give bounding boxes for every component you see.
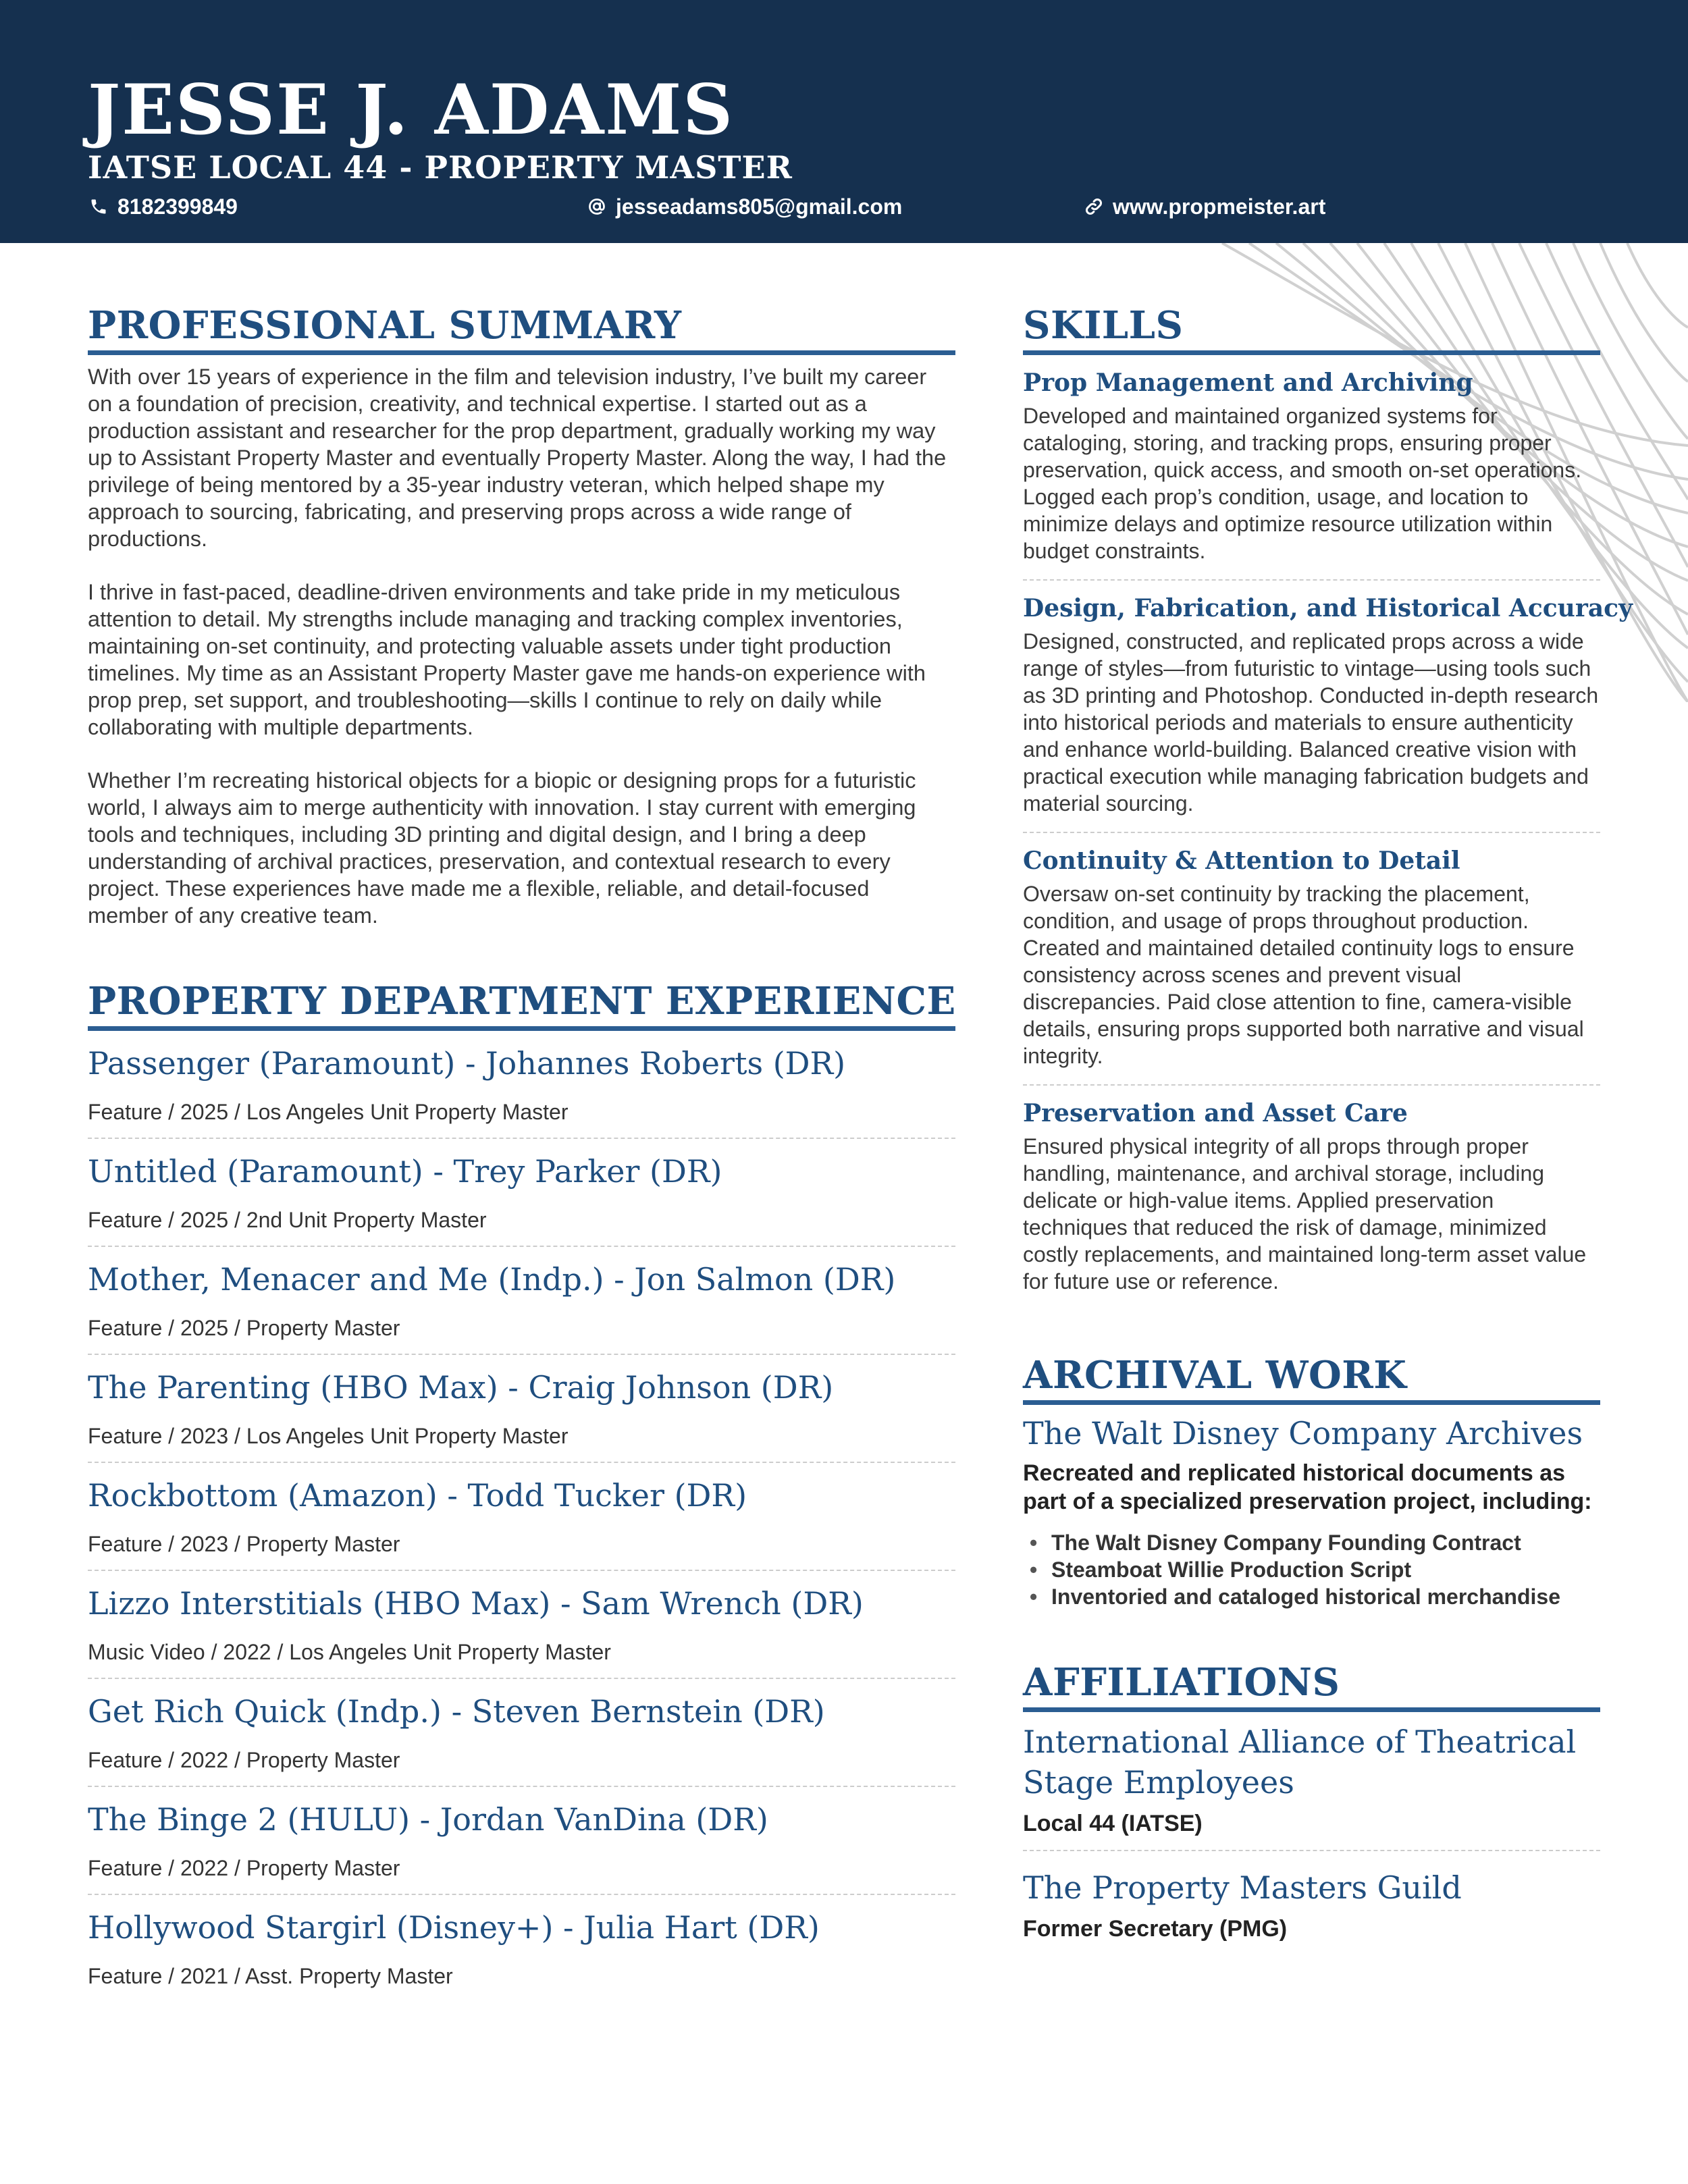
summary-paragraph: With over 15 years of experience in the film and television industry, I’ve built my career on a foundation of precision, creativity, and technical expertise. I started out as a production assistant and researcher for the prop department, gradually working my way up to Assistant Property Master and eventually Property Master. Along the way, I had the privilege of being mentored by a 35-year industry veteran, which helped shape my approach to sourcing, fabricating, and preserving props across a wide range of productions. <box>88 365 947 551</box>
job-meta: Feature / 2025 / Los Angeles Unit Property Master <box>88 1100 569 1124</box>
header <box>0 0 1688 243</box>
phone-icon <box>89 197 108 216</box>
job-title: Rockbottom (Amazon) - Todd Tucker (DR) <box>88 1477 747 1514</box>
affiliation-detail: Local 44 (IATSE) <box>1023 1811 1203 1836</box>
skills-list <box>1023 355 1633 1310</box>
job-entry <box>88 1787 955 1895</box>
skill-description: Oversaw on-set continuity by tracking the placement, condition, and usage of props throughout production. Created and maintained detailed continuity logs to ensure consistency across scenes and prevent visual discrepancies. Paid close attention to fine, camera-visible details, ensuring props supported both narrative and visual integrity. <box>1023 882 1584 1068</box>
job-meta: Feature / 2025 / 2nd Unit Property Master <box>88 1208 487 1232</box>
affiliation-entry <box>1023 1712 1600 1851</box>
phone-number[interactable]: 8182399849 <box>117 194 238 219</box>
experience-list <box>88 1031 955 2003</box>
archival-description: Recreated and replicated historical documents as part of a specialized preservation project, including: <box>1023 1460 1592 1514</box>
archival-list <box>1023 1529 1600 1610</box>
job-meta: Feature / 2022 / Property Master <box>88 1748 400 1772</box>
list-item: • The Walt Disney Company Founding Contract <box>1023 1529 1600 1556</box>
candidate-name: JESSE J. ADAMS <box>88 70 735 151</box>
affiliations-heading: AFFILIATIONS <box>1023 1657 1600 1712</box>
job-title: Untitled (Paramount) - Trey Parker (DR) <box>88 1153 722 1190</box>
job-title: Mother, Menacer and Me (Indp.) - Jon Salmon (DR) <box>88 1261 896 1298</box>
skill-title: Design, Fabrication, and Historical Accuracy <box>1023 594 1633 622</box>
job-entry <box>88 1463 955 1571</box>
skill-entry <box>1023 355 1600 581</box>
contact-email <box>587 194 902 219</box>
job-title: Hollywood Stargirl (Disney+) - Julia Hart (DR) <box>88 1909 820 1946</box>
archival-org: The Walt Disney Company Archives <box>1023 1415 1583 1451</box>
job-title: The Parenting (HBO Max) - Craig Johnson (DR) <box>88 1369 834 1406</box>
summary-paragraph: Whether I’m recreating historical objects for a biopic or designing props for a futuristic world, I always aim to merge authenticity with innovation. I stay current with emerging tools and techniques, including 3D printing and digital design, and I bring a deep understanding of archival practices, preservation, and contextual research to every project. These experiences have made me a flexible, reliable, and detail-focused member of any creative team. <box>88 768 916 928</box>
experience-heading: PROPERTY DEPARTMENT EXPERIENCE <box>88 976 955 1031</box>
skill-entry <box>1023 581 1633 833</box>
left-column <box>88 300 955 2003</box>
contact-phone <box>89 194 238 219</box>
job-entry <box>88 1031 955 1139</box>
candidate-title: IATSE LOCAL 44 - PROPERTY MASTER <box>88 149 793 186</box>
job-entry <box>88 1895 955 2003</box>
affiliation-name: The Property Masters Guild <box>1023 1869 1462 1906</box>
archival-heading: ARCHIVAL WORK <box>1023 1350 1600 1405</box>
job-entry <box>88 1355 955 1463</box>
right-column <box>1023 300 1633 1955</box>
job-meta: Music Video / 2022 / Los Angeles Unit Property Master <box>88 1640 611 1664</box>
skill-title: Continuity & Attention to Detail <box>1023 847 1460 875</box>
skill-title: Preservation and Asset Care <box>1023 1099 1408 1127</box>
email-address[interactable]: jesseadams805@gmail.com <box>616 194 903 219</box>
job-meta: Feature / 2023 / Los Angeles Unit Property Master <box>88 1424 569 1448</box>
job-meta: Feature / 2023 / Property Master <box>88 1532 400 1556</box>
affiliation-detail: Former Secretary (PMG) <box>1023 1916 1288 1942</box>
archival-section <box>1023 1350 1600 1610</box>
job-title: Get Rich Quick (Indp.) - Steven Bernstein (DR) <box>88 1693 825 1730</box>
skill-entry <box>1023 1086 1600 1310</box>
skills-heading: SKILLS <box>1023 300 1600 355</box>
list-item: • Inventoried and cataloged historical merchandise <box>1023 1583 1600 1610</box>
skill-entry <box>1023 833 1600 1086</box>
skill-description: Ensured physical integrity of all props through proper handling, maintenance, and archival storage, including delicate or high-value items. Applied preservation techniques that reduced the risk of damage, minimized costly replacements, and maintained long-term asset value for future use or reference. <box>1023 1134 1587 1294</box>
job-meta: Feature / 2021 / Asst. Property Master <box>88 1964 453 1988</box>
job-meta: Feature / 2025 / Property Master <box>88 1316 400 1340</box>
summary-text <box>88 363 955 929</box>
job-entry <box>88 1679 955 1787</box>
job-title: Passenger (Paramount) - Johannes Roberts (DR) <box>88 1045 846 1082</box>
job-entry <box>88 1139 955 1247</box>
job-title: The Binge 2 (HULU) - Jordan VanDina (DR) <box>88 1801 768 1838</box>
at-icon <box>587 197 606 216</box>
job-entry <box>88 1247 955 1355</box>
skill-title: Prop Management and Archiving <box>1023 369 1473 397</box>
summary-paragraph: I thrive in fast-paced, deadline-driven environments and take pride in my meticulous attention to detail. My strengths include managing and tracking complex inventories, maintaining on-set continuity, and protecting valuable assets under tight production timelines. My time as an Assistant Property Master gave me hands-on experience with prop prep, set support, and troubleshooting—skills I continue to rely on daily while collaborating with multiple departments. <box>88 580 926 739</box>
skill-description: Designed, constructed, and replicated props across a wide range of styles—from futuristic to vintage—using tools such as 3D printing and Photoshop. Conducted in-depth research into historical periods and materials to ensure authenticity and enhance world-building. Balanced creative vision with practical execution while managing fabrication budgets and material sourcing. <box>1023 629 1599 816</box>
affiliation-name: International Alliance of Theatrical Stage Employees <box>1023 1724 1577 1801</box>
website-link[interactable]: www.propmeister.art <box>1113 194 1326 219</box>
list-item: • Steamboat Willie Production Script <box>1023 1556 1600 1583</box>
affiliation-entry <box>1023 1851 1600 1955</box>
skill-description: Developed and maintained organized systems for cataloging, storing, and tracking props, ensuring proper preservation, quick access, and smooth on-set operations. Logged each prop’s condition, usage, and location to minimize delays and optimize resource utilization within budget constraints. <box>1023 404 1582 563</box>
summary-heading: PROFESSIONAL SUMMARY <box>88 300 955 355</box>
job-entry <box>88 1571 955 1679</box>
affiliations-section <box>1023 1657 1600 1955</box>
link-icon <box>1084 197 1103 216</box>
contact-website <box>1084 194 1325 219</box>
job-title: Lizzo Interstitials (HBO Max) - Sam Wrench (DR) <box>88 1585 864 1622</box>
job-meta: Feature / 2022 / Property Master <box>88 1856 400 1880</box>
